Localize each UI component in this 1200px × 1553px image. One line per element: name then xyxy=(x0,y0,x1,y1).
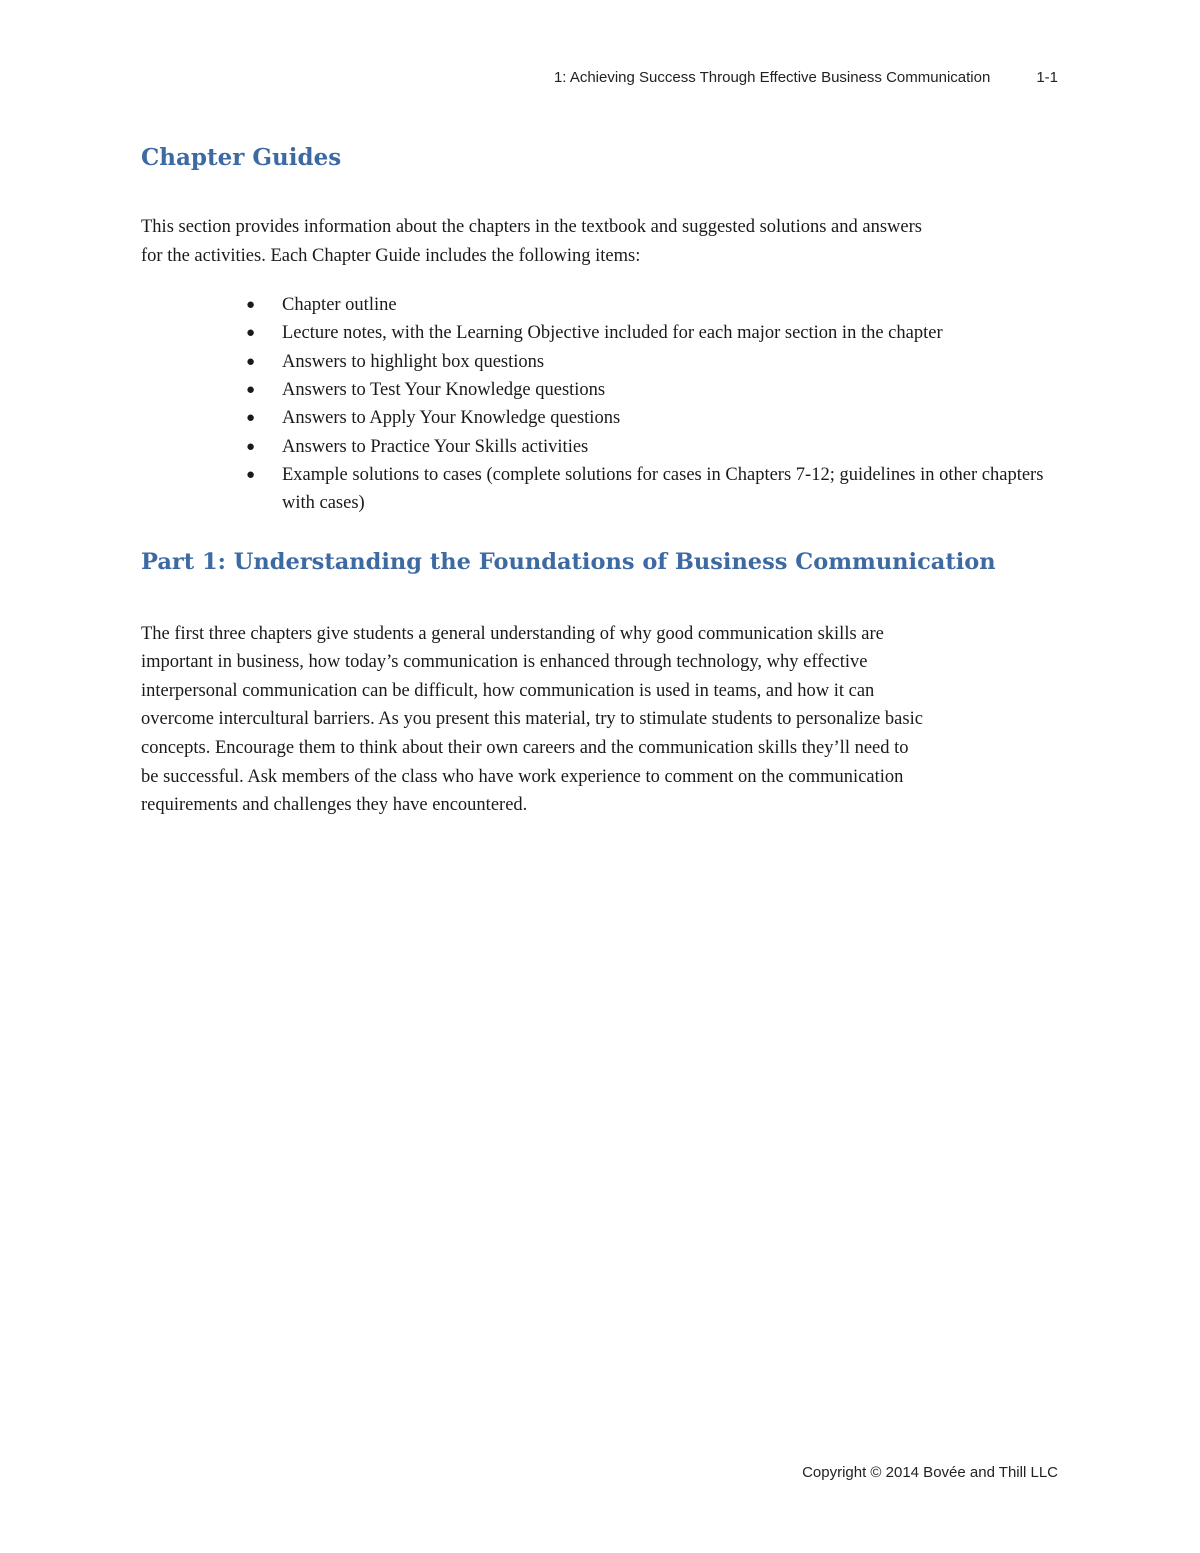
list-item xyxy=(246,461,1061,518)
paragraph-line: The first three chapters give students a general understanding of why good communication skills are xyxy=(141,623,884,644)
chapter-guide-items-list xyxy=(141,291,1061,517)
list-item xyxy=(246,404,1061,432)
list-item-text: Answers to highlight box questions xyxy=(282,351,545,372)
section-title-chapter-guides: Chapter Guides xyxy=(141,144,342,171)
page-content xyxy=(141,140,1061,820)
list-item-text: Lecture notes, with the Learning Objective included for each major section in the chapter xyxy=(282,323,943,344)
bullet-icon: ● xyxy=(246,297,256,314)
paragraph-line: interpersonal communication can be difficult, how communication is used in teams, and how it can xyxy=(141,680,875,701)
paragraph-line: requirements and challenges they have encountered. xyxy=(141,795,528,816)
list-item-text: Chapter outline xyxy=(282,295,397,316)
paragraph-line: concepts. Encourage them to think about their own careers and the communication skills they’ll need to xyxy=(141,737,909,758)
list-item-text: Answers to Test Your Knowledge questions xyxy=(282,380,606,401)
bullet-icon: ● xyxy=(246,438,256,455)
bullet-icon: ● xyxy=(246,382,256,399)
bullet-icon: ● xyxy=(246,410,256,427)
list-item xyxy=(246,348,1061,376)
running-header xyxy=(0,69,1058,86)
list-item xyxy=(246,319,1061,347)
list-item xyxy=(246,291,1061,319)
bullet-icon: ● xyxy=(246,353,256,370)
list-item-text: Answers to Practice Your Skills activities xyxy=(282,436,589,457)
intro-line: This section provides information about the chapters in the textbook and suggested solutions and answers xyxy=(141,217,922,237)
part-1-paragraph xyxy=(141,620,1061,820)
bullet-icon: ● xyxy=(246,325,256,342)
header-chapter-title: 1: Achieving Success Through Effective Business Communication xyxy=(553,69,991,86)
intro-paragraph xyxy=(141,213,1061,270)
paragraph-line: overcome intercultural barriers. As you present this material, try to stimulate students to personalize basic xyxy=(141,709,923,730)
list-item xyxy=(246,433,1061,461)
header-page-number: 1-1 xyxy=(1036,69,1058,86)
list-item-text: Example solutions to cases (complete solutions for cases in Chapters 7-12; guidelines in other chapters with cases) xyxy=(282,464,1044,514)
paragraph-line: be successful. Ask members of the class who have work experience to comment on the communication xyxy=(141,766,904,787)
paragraph-line: important in business, how today’s communication is enhanced through technology, why effective xyxy=(141,652,868,673)
copyright-footer: Copyright © 2014 Bovée and Thill LLC xyxy=(802,1464,1058,1481)
section-title-part-1: Part 1: Understanding the Foundations of Business Communication xyxy=(141,548,996,575)
list-item-text: Answers to Apply Your Knowledge questions xyxy=(282,408,621,429)
bullet-icon: ● xyxy=(246,466,256,483)
intro-line: for the activities. Each Chapter Guide includes the following items: xyxy=(141,245,641,266)
list-item xyxy=(246,376,1061,404)
